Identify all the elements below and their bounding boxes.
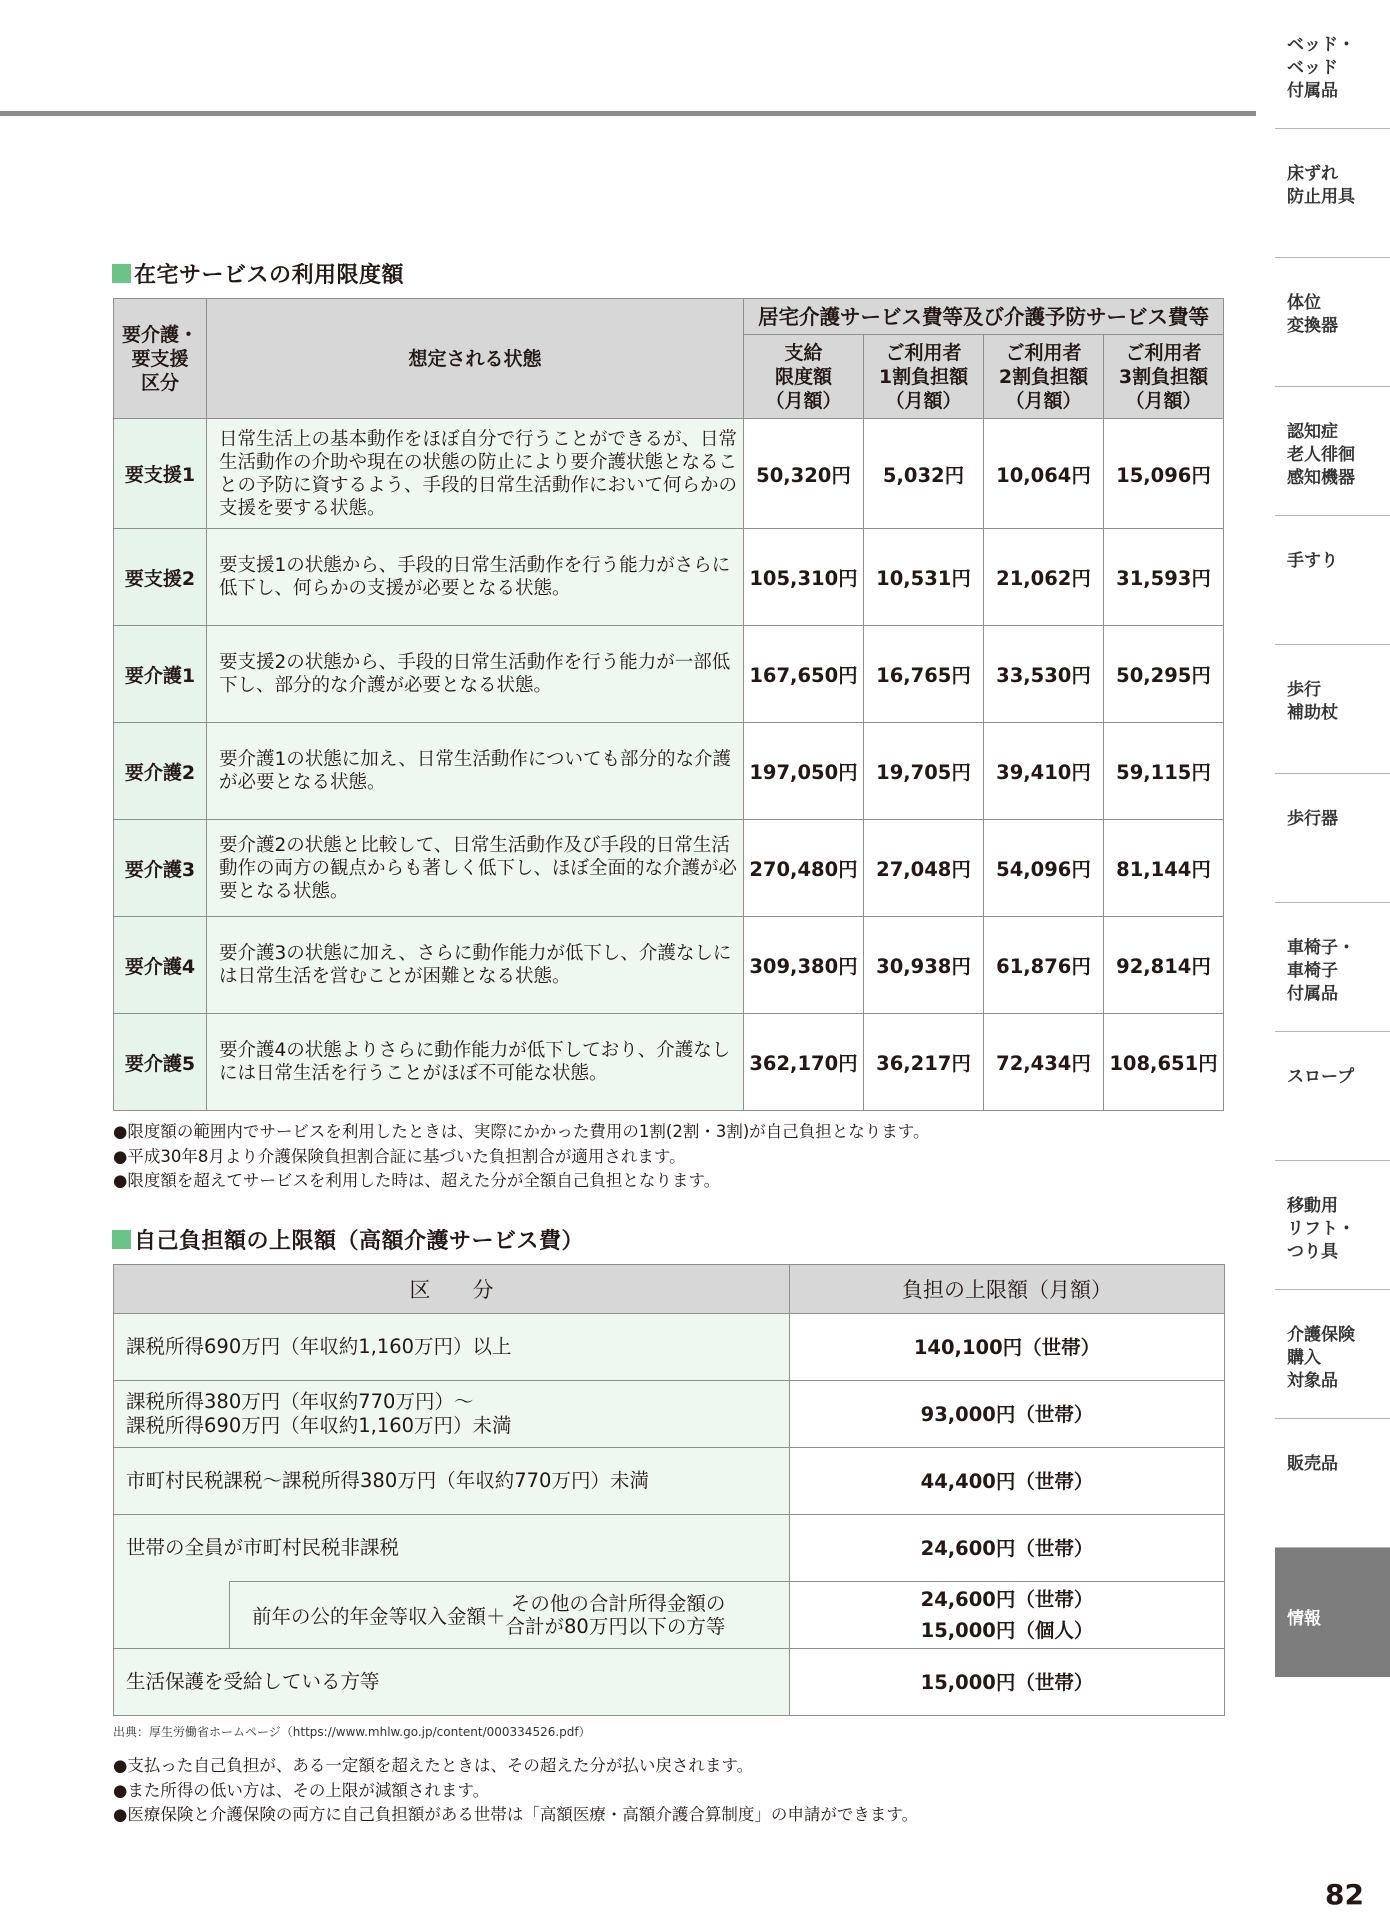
sidebar-item-walker[interactable]: 歩行器: [1275, 774, 1390, 903]
header-share-2: ご利用者 2割負担額 （月額）: [984, 335, 1104, 419]
header-level: 要介護・ 要支援 区分: [114, 299, 207, 419]
care-level: 要支援2: [114, 529, 207, 626]
share-1-amount: 5,032円: [864, 419, 984, 529]
income-category: 世帯の全員が市町村民税非課税: [114, 1515, 790, 1582]
usage-limit-notes: [113, 1120, 929, 1194]
share-3-amount: 108,651円: [1104, 1014, 1224, 1111]
care-level: 要介護4: [114, 917, 207, 1014]
limit-amount: 105,310円: [744, 529, 864, 626]
table-row: [114, 529, 1224, 626]
income-category: 市町村民税課税～課税所得380万円（年収約770万円）未満: [114, 1448, 790, 1515]
expected-state: 要支援2の状態から、手段的日常生活動作を行う能力が一部低下し、部分的な介護が必要となる状態。: [207, 626, 744, 723]
table-row: [114, 626, 1224, 723]
care-level: 要支援1: [114, 419, 207, 529]
header-limit: 負担の上限額（月額）: [790, 1265, 1225, 1314]
note-item: ●医療保険と介護保険の両方に自己負担額がある世帯は「高額医療・高額介護合算制度」の申請ができます。: [113, 1805, 919, 1824]
section-title-text: 自己負担額の上限額（高額介護サービス費）: [134, 1229, 585, 1254]
table-row: [114, 723, 1224, 820]
share-2-amount: 21,062円: [984, 529, 1104, 626]
header-state: 想定される状態: [207, 299, 744, 419]
share-2-amount: 10,064円: [984, 419, 1104, 529]
pension-label-b: その他の合計所得金額の 合計が80万円以下の方等: [505, 1592, 726, 1638]
table-row: [114, 1515, 1225, 1582]
cap-amount: 93,000円（世帯）: [790, 1381, 1225, 1448]
section-title-copay-cap: [112, 1224, 584, 1255]
category-sidebar: [1275, 0, 1390, 1677]
share-3-amount: 31,593円: [1104, 529, 1224, 626]
share-1-amount: 10,531円: [864, 529, 984, 626]
share-3-amount: 59,115円: [1104, 723, 1224, 820]
cap-amount: 24,600円（世帯）: [790, 1515, 1225, 1582]
share-1-amount: 36,217円: [864, 1014, 984, 1111]
income-category: 課税所得380万円（年収約770万円）～ 課税所得690万円（年収約1,160万円）未満: [114, 1381, 790, 1448]
share-1-amount: 30,938円: [864, 917, 984, 1014]
usage-limit-table: [113, 298, 1224, 1111]
sidebar-item-sales[interactable]: 販売品: [1275, 1419, 1390, 1548]
table-header-row: [114, 1265, 1225, 1314]
pension-income-category: [230, 1582, 790, 1649]
sidebar-item-handrail[interactable]: 手すり: [1275, 516, 1390, 645]
section-title-text: 在宅サービスの利用限度額: [134, 263, 405, 288]
note-item: ●また所得の低い方は、その上限が減額されます。: [113, 1780, 490, 1800]
cap-amount: 24,600円（世帯） 15,000円（個人）: [790, 1582, 1225, 1649]
note-item: ●支払った自己負担が、ある一定額を超えたときは、その超えた分が払い戻されます。: [113, 1756, 754, 1775]
share-2-amount: 33,530円: [984, 626, 1104, 723]
cap-amount: 44,400円（世帯）: [790, 1448, 1225, 1515]
table-row: [114, 1649, 1225, 1716]
note-item: ●平成30年8月より介護保険負担割合証に基づいた負担割合が適用されます。: [113, 1146, 686, 1166]
share-2-amount: 54,096円: [984, 820, 1104, 917]
header-limit: 支給 限度額 （月額）: [744, 335, 864, 419]
sidebar-item-lift[interactable]: 移動用 リフト・ つり具: [1275, 1161, 1390, 1290]
page-number: 82: [1325, 1878, 1364, 1911]
header-service-group: 居宅介護サービス費等及び介護予防サービス費等: [744, 299, 1224, 335]
sidebar-item-purchase[interactable]: 介護保険 購入 対象品: [1275, 1290, 1390, 1419]
expected-state: 要介護4の状態よりさらに動作能力が低下しており、介護なしには日常生活を行うことがほぼ不可能な状態。: [207, 1014, 744, 1111]
expected-state: 要介護3の状態に加え、さらに動作能力が低下し、介護なしには日常生活を営むことが困難となる状態。: [207, 917, 744, 1014]
table-row: [114, 820, 1224, 917]
table-row: [114, 917, 1224, 1014]
table-row: [114, 1381, 1225, 1448]
sidebar-item-wheelchair[interactable]: 車椅子・ 車椅子 付属品: [1275, 903, 1390, 1032]
top-divider: [0, 111, 1256, 116]
sidebar-item-cane[interactable]: 歩行 補助杖: [1275, 645, 1390, 774]
share-2-amount: 39,410円: [984, 723, 1104, 820]
share-3-amount: 92,814円: [1104, 917, 1224, 1014]
table-row: [114, 1314, 1225, 1381]
section-title-usage-limit: [112, 258, 404, 289]
source-citation: 出典：厚生労働省ホームページ（https://www.mhlw.go.jp/content/000334526.pdf）: [113, 1725, 591, 1739]
cap-amount: 15,000円（世帯）: [790, 1649, 1225, 1716]
expected-state: 要介護2の状態と比較して、日常生活動作及び手段的日常生活動作の両方の観点からも著しく低下し、ほぼ全面的な介護が必要となる状態。: [207, 820, 744, 917]
limit-amount: 362,170円: [744, 1014, 864, 1111]
share-3-amount: 50,295円: [1104, 626, 1224, 723]
income-category: 課税所得690万円（年収約1,160万円）以上: [114, 1314, 790, 1381]
limit-amount: 197,050円: [744, 723, 864, 820]
limit-amount: 270,480円: [744, 820, 864, 917]
note-item: ●限度額を超えてサービスを利用した時は、超えた分が全額自己負担となります。: [113, 1171, 721, 1190]
sidebar-item-pressure-ulcer[interactable]: 床ずれ 防止用具: [1275, 129, 1390, 258]
cap-amount: 140,100円（世帯）: [790, 1314, 1225, 1381]
table-row: [114, 1014, 1224, 1111]
header-category: 区 分: [114, 1265, 790, 1314]
care-level: 要介護2: [114, 723, 207, 820]
limit-amount: 50,320円: [744, 419, 864, 529]
table-header-row: [114, 299, 1224, 335]
share-2-amount: 72,434円: [984, 1014, 1104, 1111]
table-row: [114, 419, 1224, 529]
income-category: 生活保護を受給している方等: [114, 1649, 790, 1716]
care-level: 要介護3: [114, 820, 207, 917]
header-share-3: ご利用者 3割負担額 （月額）: [1104, 335, 1224, 419]
share-3-amount: 81,144円: [1104, 820, 1224, 917]
expected-state: 日常生活上の基本動作をほぼ自分で行うことができるが、日常生活動作の介助や現在の状態の防止により要介護状態となることの予防に資するよう、手段的日常生活動作において何らかの支援を要する状態。: [207, 419, 744, 529]
limit-amount: 309,380円: [744, 917, 864, 1014]
table-row: [114, 1582, 1225, 1649]
share-1-amount: 27,048円: [864, 820, 984, 917]
care-level: 要介護5: [114, 1014, 207, 1111]
share-3-amount: 15,096円: [1104, 419, 1224, 529]
table-row: [114, 1448, 1225, 1515]
sidebar-item-slope[interactable]: スロープ: [1275, 1032, 1390, 1161]
limit-amount: 167,650円: [744, 626, 864, 723]
expected-state: 要介護1の状態に加え、日常生活動作についても部分的な介護が必要となる状態。: [207, 723, 744, 820]
sidebar-item-info[interactable]: 情報: [1275, 1548, 1390, 1677]
note-item: ●限度額の範囲内でサービスを利用したときは、実際にかかった費用の1割(2割・3割)が自己負担となります。: [113, 1122, 930, 1141]
indent-spacer: [114, 1582, 230, 1649]
sidebar-item-dementia-sensor[interactable]: 認知症 老人徘徊 感知機器: [1275, 387, 1390, 516]
share-2-amount: 61,876円: [984, 917, 1104, 1014]
copay-cap-notes: [113, 1754, 918, 1828]
share-1-amount: 19,705円: [864, 723, 984, 820]
header-share-1: ご利用者 1割負担額 （月額）: [864, 335, 984, 419]
copay-cap-table: [113, 1264, 1225, 1716]
sidebar-item-positioning[interactable]: 体位 変換器: [1275, 258, 1390, 387]
sidebar-item-bed[interactable]: ベッド・ ベッド 付属品: [1275, 0, 1390, 129]
square-bullet-icon: [112, 264, 131, 283]
care-level: 要介護1: [114, 626, 207, 723]
pension-label-a: 前年の公的年金等収入金額＋: [252, 1605, 506, 1628]
share-1-amount: 16,765円: [864, 626, 984, 723]
expected-state: 要支援1の状態から、手段的日常生活動作を行う能力がさらに低下し、何らかの支援が必要となる状態。: [207, 529, 744, 626]
square-bullet-icon: [112, 1230, 131, 1249]
